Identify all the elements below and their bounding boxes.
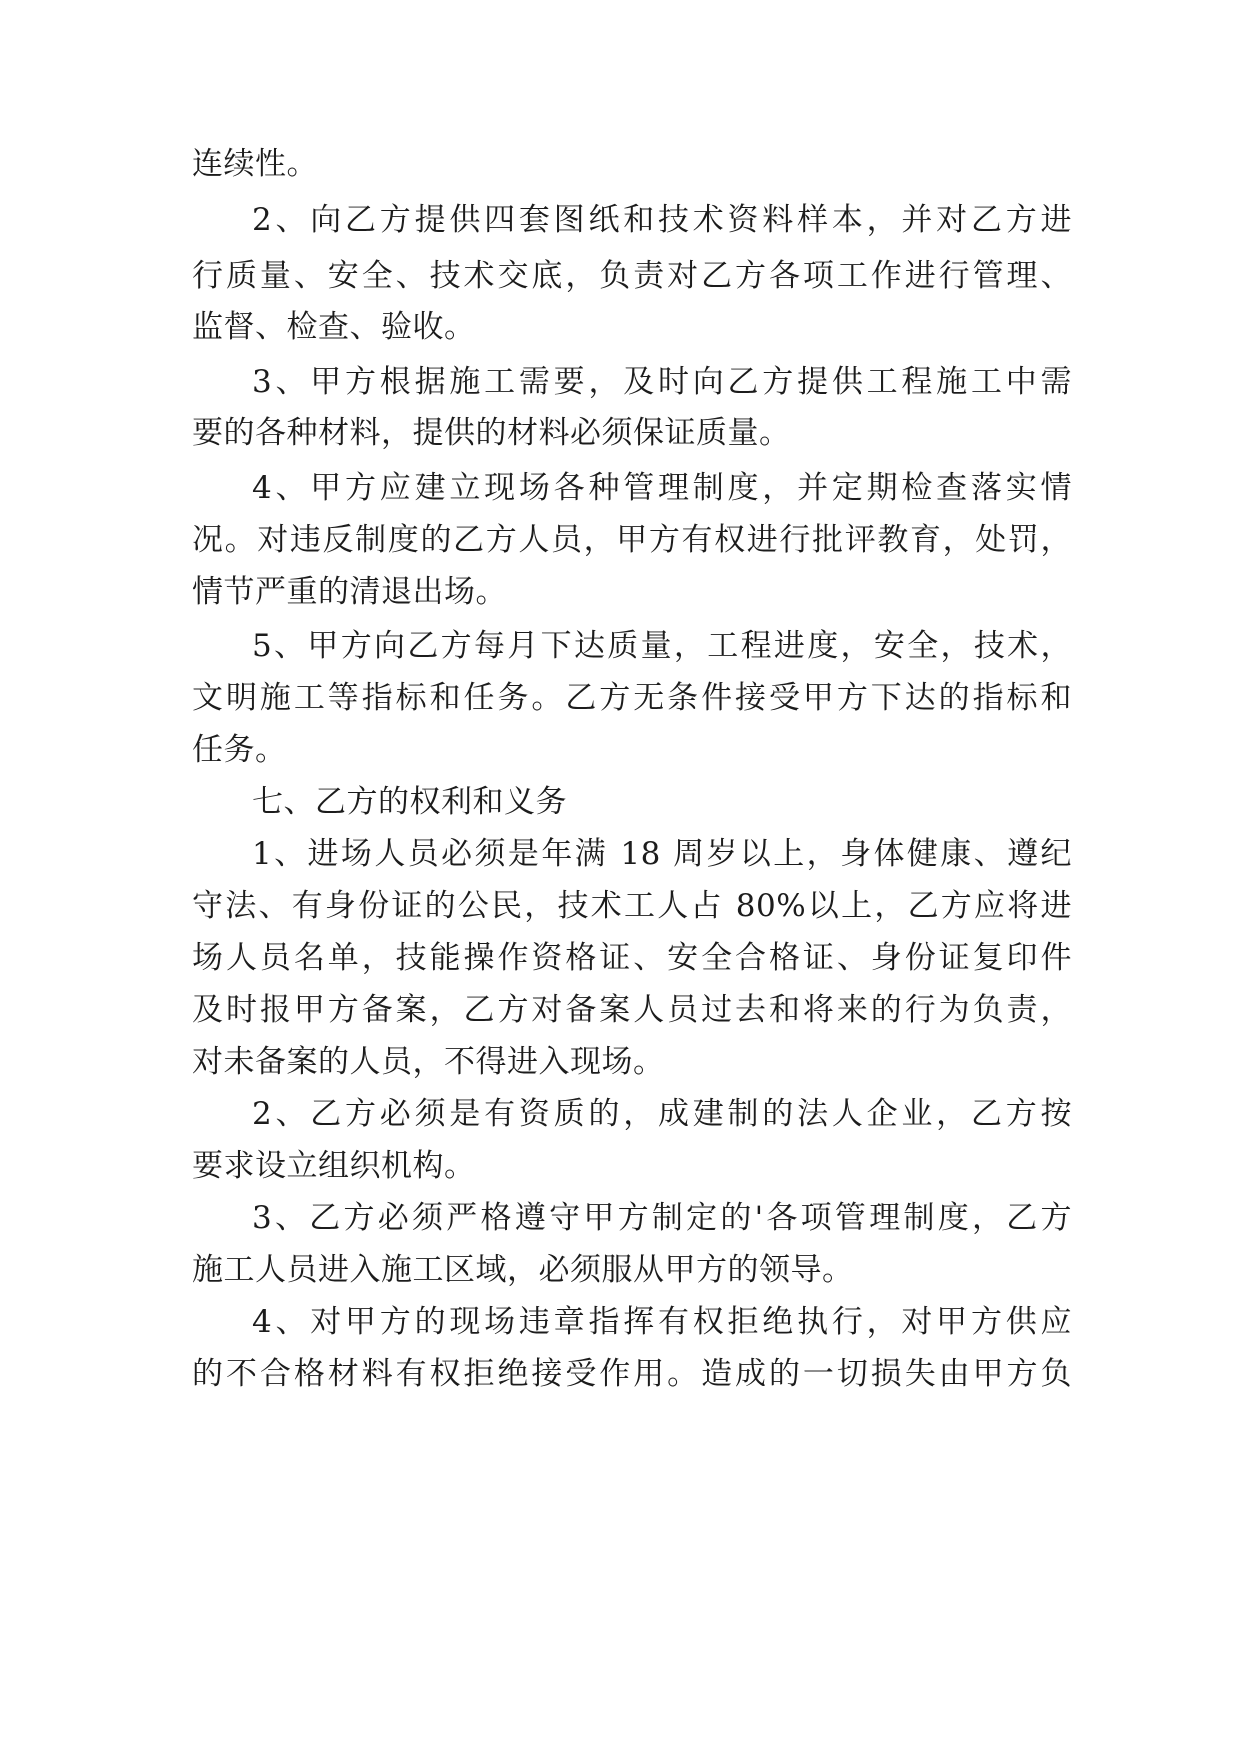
text-line: 3、乙方必须严格遵守甲方制定的'各项管理制度，乙方 <box>252 1200 1072 1236</box>
text-line: 对未备案的人员，不得进入现场。 <box>192 1044 665 1080</box>
text-line: 况。对违反制度的乙方人员，甲方有权进行批评教育，处罚， <box>192 522 1072 558</box>
text-line: 场人员名单，技能操作资格证、安全合格证、身份证复印件 <box>192 940 1072 976</box>
text-line: 要求设立组织机构。 <box>192 1148 476 1184</box>
text-line: 5、甲方向乙方每月下达质量，工程进度，安全，技术， <box>252 628 1072 664</box>
text-line: 3、甲方根据施工需要，及时向乙方提供工程施工中需 <box>252 364 1072 400</box>
text-line: 监督、检查、验收。 <box>192 309 476 345</box>
text-line: 施工人员进入施工区域，必须服从甲方的领导。 <box>192 1252 854 1288</box>
text-line: 要的各种材料，提供的材料必须保证质量。 <box>192 415 791 451</box>
text-line: 的不合格材料有权拒绝接受作用。造成的一切损失由甲方负 <box>192 1356 1072 1392</box>
text-line: 情节严重的清退出场。 <box>192 574 507 610</box>
text-line: 2、乙方必须是有资质的，成建制的法人企业，乙方按 <box>252 1096 1072 1132</box>
section-heading: 七、乙方的权利和义务 <box>252 784 567 820</box>
text-line: 及时报甲方备案，乙方对备案人员过去和将来的行为负责， <box>192 992 1072 1028</box>
text-line: 文明施工等指标和任务。乙方无条件接受甲方下达的指标和 <box>192 680 1072 716</box>
text-line: 行质量、安全、技术交底，负责对乙方各项工作进行管理、 <box>192 258 1072 294</box>
text-line: 2、向乙方提供四套图纸和技术资料样本，并对乙方进 <box>252 202 1072 238</box>
text-line: 1、进场人员必须是年满 18 周岁以上，身体健康、遵纪 <box>252 836 1072 872</box>
text-line: 守法、有身份证的公民，技术工人占 80%以上，乙方应将进 <box>192 888 1072 924</box>
text-line: 连续性。 <box>192 146 318 182</box>
text-line: 4、甲方应建立现场各种管理制度，并定期检查落实情 <box>252 470 1072 506</box>
text-line: 4、对甲方的现场违章指挥有权拒绝执行，对甲方供应 <box>252 1304 1072 1340</box>
text-line: 任务。 <box>192 732 287 768</box>
